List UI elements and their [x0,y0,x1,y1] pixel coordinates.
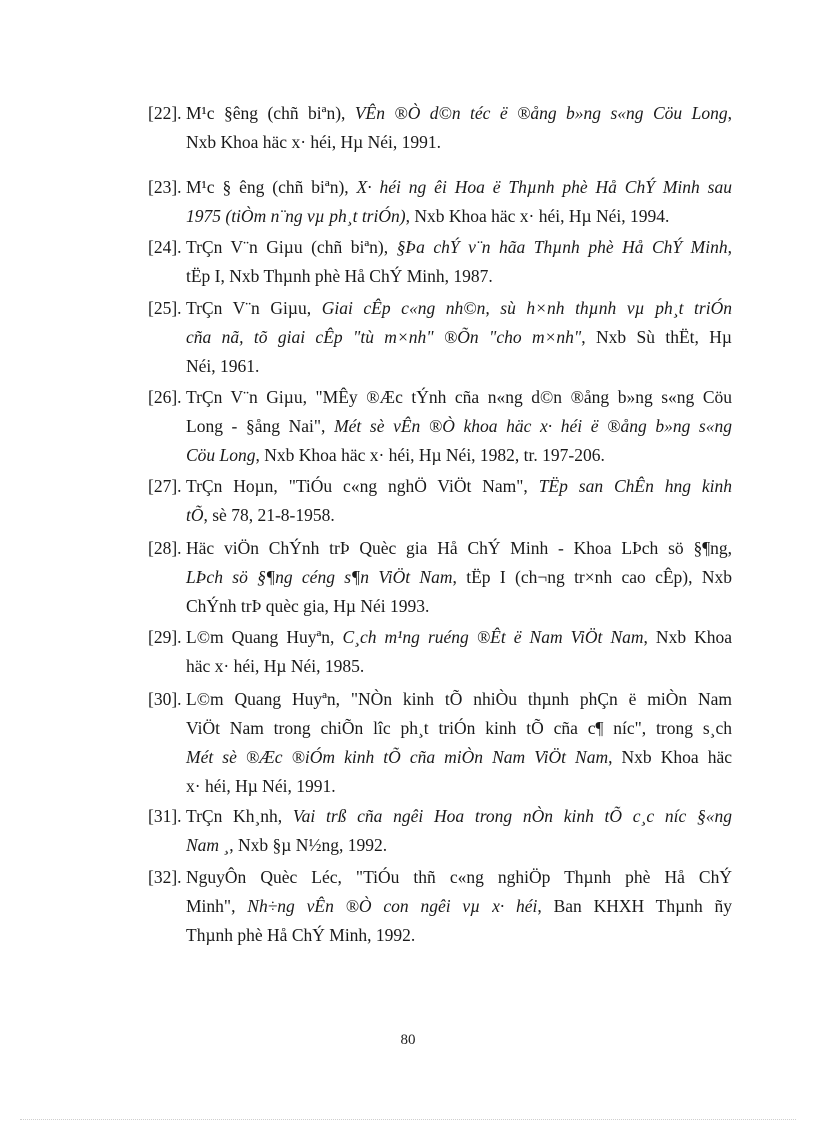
reference-entry [148,298,732,385]
text-segment: TrÇn V¨n Giµu, "MÊy ®Æc tÝnh cña n«ng d©n ®ång b»ng s«ng Cöu [186,387,732,407]
reference-entry [148,806,732,864]
italic-title-segment: VÊn ®Ò d©n téc ë ®ång b»ng s«ng Cöu Long [354,103,728,123]
reference-line [148,835,732,864]
text-segment: , [727,237,732,257]
text-segment: , sè 78, 21-8-1958. [203,505,335,525]
reference-text [148,776,732,797]
italic-title-segment: Giai cÊp c«ng nh©n, sù h×nh thµnh vµ ph¸t triÓn [321,298,732,318]
reference-text [186,177,732,198]
reference-line [148,237,732,266]
reference-line [148,387,732,416]
reference-line [148,206,732,235]
text-segment: Long - §ång Nai", [186,416,335,436]
italic-title-segment: cña nã, tõ giai cÊp "tù m×nh" ®Õn "cho m×nh" [186,327,582,347]
reference-text [148,356,732,377]
reference-text [148,596,732,617]
reference-number: [28]. [148,538,182,558]
reference-line [148,266,732,295]
reference-entry [148,476,732,534]
reference-line [148,656,732,685]
reference-text [148,656,732,677]
italic-title-segment: Cöu Long [186,445,256,465]
reference-line [148,177,732,206]
italic-title-segment: 1975 (tiÒm n¨ng vµ ph¸t triÓn) [186,206,406,226]
text-segment: M¹c §êng (chñ biªn), [186,103,355,123]
page-number: 80 [400,1032,416,1048]
text-segment: TrÇn V¨n Giµu (chñ biªn), [186,237,397,257]
text-segment: Minh", [186,896,248,916]
text-segment: , Nxb Sù thËt, Hµ [581,327,732,347]
reference-text [186,237,732,258]
reference-text [186,387,732,408]
reference-line [148,596,732,625]
text-segment: L©m Quang Huyªn, [186,627,343,647]
text-segment: , [727,103,732,123]
reference-text [148,835,732,856]
text-segment: TrÇn Kh¸nh, [186,806,293,826]
reference-line [148,445,732,474]
reference-entry [148,387,732,474]
reference-line [148,867,732,896]
text-segment: , Nxb §µ N½ng, 1992. [229,835,388,855]
text-segment: M¹c § êng (chñ biªn), [186,177,357,197]
reference-text [148,416,732,437]
reference-entry [148,689,732,805]
reference-text [148,206,732,227]
reference-entry [148,867,732,954]
reference-text [148,445,732,466]
reference-line [148,416,732,445]
reference-entry [148,237,732,295]
reference-text [148,747,732,768]
reference-text [186,476,732,497]
reference-line [148,925,732,954]
text-segment: x· héi, Hµ Néi, 1991. [186,776,336,796]
italic-title-segment: Nh÷ng vÊn ®Ò con ngêi vµ x· héi [247,896,538,916]
text-segment: Thµnh phè Hå ChÝ Minh, 1992. [186,925,416,945]
reference-number: [27]. [148,476,182,496]
text-segment: , tËp I (ch¬ng tr×nh cao cÊp), Nxb [452,567,732,587]
reference-text [186,103,732,124]
reference-entry [148,627,732,685]
reference-line [148,689,732,718]
reference-number: [30]. [148,689,182,709]
reference-number: [24]. [148,237,182,257]
reference-number: [32]. [148,867,182,887]
text-segment: , Nxb Khoa [643,627,732,647]
reference-line [148,538,732,567]
reference-line [148,627,732,656]
reference-line [148,806,732,835]
reference-number: [25]. [148,298,182,318]
text-segment: TrÇn V¨n Giµu, [186,298,322,318]
reference-number: [23]. [148,177,182,197]
reference-text [148,327,732,348]
reference-line [148,356,732,385]
text-segment: NguyÔn Quèc Léc, "TiÓu thñ c«ng nghiÖp Thµnh phè Hå ChÝ [186,867,732,887]
reference-entry [148,103,732,161]
italic-title-segment: LÞch sö §¶ng céng s¶n ViÖt Nam [186,567,453,587]
text-segment: ChÝnh trÞ quèc gia, Hµ Néi 1993. [186,596,430,616]
italic-title-segment: X· héi ng êi Hoa ë Thµnh phè Hå ChÝ Minh sau [356,177,732,197]
reference-text [148,505,732,526]
text-segment: L©m Quang Huyªn, "NÒn kinh tÕ nhiÒu thµnh phÇn ë miÒn Nam [186,689,732,709]
text-segment: häc x· héi, Hµ Néi, 1985. [186,656,365,676]
reference-line [148,298,732,327]
text-segment: ViÖt Nam trong chiÕn lîc ph¸t triÓn kinh tÕ cña c¶ níc", trong s¸ch [186,718,732,738]
reference-entry [148,177,732,235]
reference-text [186,689,732,710]
reference-line [148,718,732,747]
reference-line [148,327,732,356]
text-segment: TrÇn Hoµn, "TiÓu c«ng nghÖ ViÖt Nam", [186,476,539,496]
reference-text [148,925,732,946]
reference-number: [29]. [148,627,182,647]
italic-title-segment: Vai trß cña ngêi Hoa trong nÒn kinh tÕ c¸c níc §«ng [292,806,732,826]
text-segment: Nxb Khoa häc x· héi, Hµ Néi, 1991. [186,132,442,152]
text-segment: , Nxb Khoa häc x· héi, Hµ Néi, 1982, tr. 197-206. [255,445,605,465]
reference-line [148,747,732,776]
reference-line [148,896,732,925]
text-segment: Häc viÖn ChÝnh trÞ Quèc gia Hå ChÝ Minh - Khoa LÞch sö §¶ng, [186,538,732,558]
reference-text [186,867,732,888]
reference-text [148,567,732,588]
italic-title-segment: §Þa chÝ v¨n hãa Thµnh phè Hå ChÝ Minh [396,237,728,257]
italic-title-segment: tÕ [186,505,204,525]
reference-text [186,806,732,827]
reference-number: [26]. [148,387,182,407]
text-segment: , Ban KHXH Thµnh ñy [537,896,732,916]
reference-text [148,266,732,287]
italic-title-segment: TËp san ChÊn hng kinh [538,476,732,496]
reference-text [148,896,732,917]
text-segment: Néi, 1961. [186,356,260,376]
reference-line [148,505,732,534]
reference-line [148,567,732,596]
italic-title-segment: Mét sè vÊn ®Ò khoa häc x· héi ë ®ång b»ng s«ng [334,416,732,436]
reference-text [186,538,732,559]
reference-text [148,132,732,153]
reference-number: [22]. [148,103,182,123]
italic-title-segment: C¸ch m¹ng ruéng ®Êt ë Nam ViÖt Nam [342,627,644,647]
reference-entry [148,538,732,625]
reference-line [148,103,732,132]
reference-text [186,298,732,319]
text-segment: , Nxb Khoa häc x· héi, Hµ Néi, 1994. [405,206,670,226]
text-segment: tËp I, Nxb Thµnh phè Hå ChÝ Minh, 1987. [186,266,493,286]
text-segment: , Nxb Khoa häc [608,747,732,767]
italic-title-segment: Mét sè ®Æc ®iÓm kinh tÕ cña miÒn Nam ViÖt Nam [186,747,609,767]
reference-text [186,627,732,648]
reference-text [148,718,732,739]
page-bottom-border [20,1119,796,1120]
italic-title-segment: Nam ¸ [186,835,230,855]
reference-line [148,132,732,161]
reference-number: [31]. [148,806,182,826]
reference-line [148,476,732,505]
reference-line [148,776,732,805]
